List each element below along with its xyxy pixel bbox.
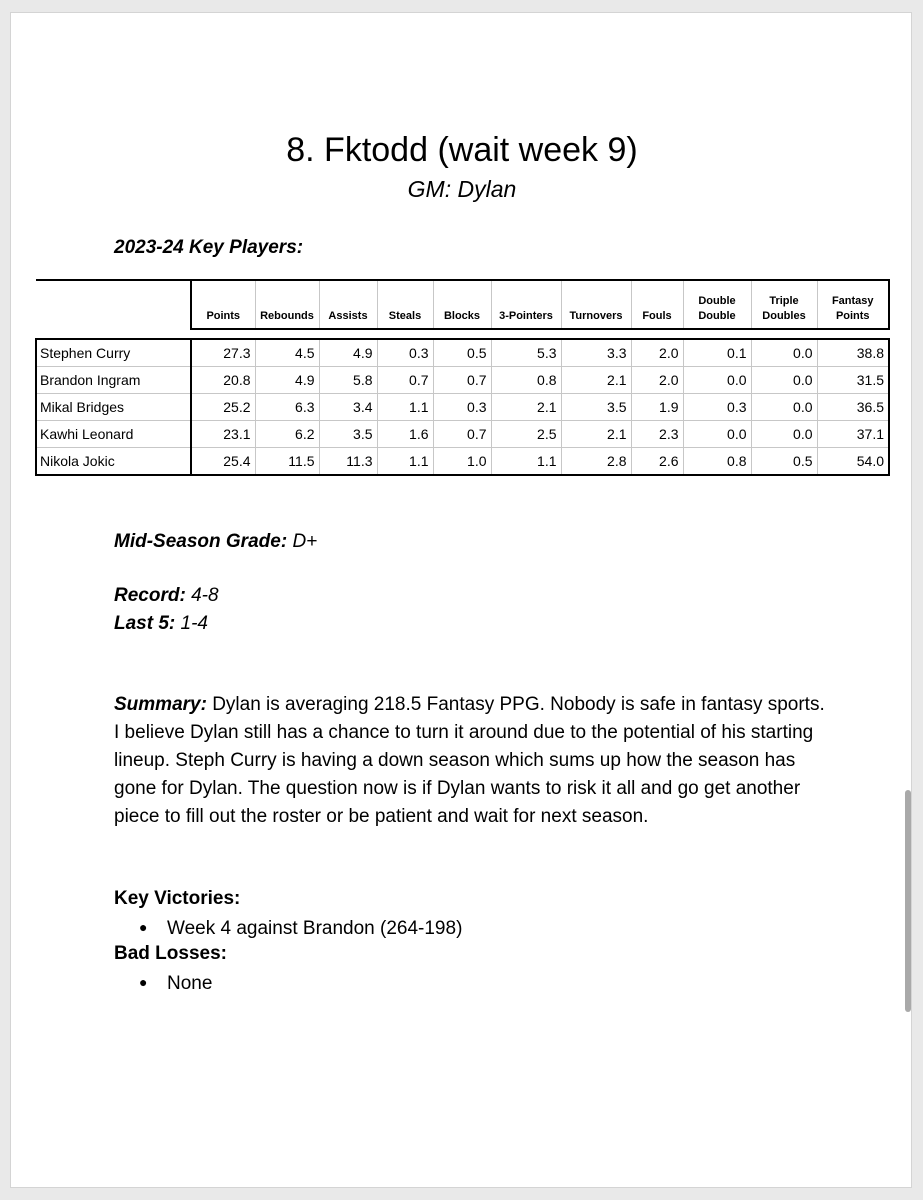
player-name-cell: Nikola Jokic bbox=[36, 448, 191, 476]
player-name-cell: Brandon Ingram bbox=[36, 367, 191, 394]
summary-paragraph bbox=[114, 691, 834, 831]
table-row bbox=[36, 367, 889, 394]
gm-subtitle: GM: Dylan bbox=[407, 176, 517, 202]
stat-cell: 6.3 bbox=[255, 394, 319, 421]
record-label: Record: bbox=[114, 585, 186, 606]
stat-cell: 2.1 bbox=[561, 421, 631, 448]
column-header-text: Fantasy bbox=[831, 295, 874, 307]
stat-cell: 0.7 bbox=[377, 367, 433, 394]
stat-cell: 25.4 bbox=[191, 448, 255, 476]
last-five bbox=[114, 612, 208, 636]
key-players-heading: 2023-24 Key Players: bbox=[114, 237, 304, 258]
column-header bbox=[377, 280, 433, 329]
column-header bbox=[817, 280, 889, 329]
stat-cell: 0.7 bbox=[433, 367, 491, 394]
column-header-text: Doubles bbox=[762, 310, 806, 322]
table-row bbox=[36, 448, 889, 476]
scrollbar-thumb[interactable] bbox=[905, 790, 911, 1012]
stat-cell: 5.3 bbox=[491, 339, 561, 367]
column-header bbox=[255, 280, 319, 329]
stat-cell: 0.0 bbox=[751, 367, 817, 394]
stat-cell: 2.8 bbox=[561, 448, 631, 476]
bullet-icon: ● bbox=[139, 919, 148, 935]
stat-cell: 0.8 bbox=[683, 448, 751, 476]
stat-cell: 1.1 bbox=[491, 448, 561, 476]
stat-cell: 0.1 bbox=[683, 339, 751, 367]
column-header-text: Blocks bbox=[443, 310, 481, 322]
stat-cell: 0.3 bbox=[683, 394, 751, 421]
stat-cell: 0.0 bbox=[683, 421, 751, 448]
grade-value: D+ bbox=[292, 531, 318, 552]
stat-cell: 11.5 bbox=[255, 448, 319, 476]
key-players-table bbox=[35, 279, 890, 476]
stat-cell: 0.5 bbox=[433, 339, 491, 367]
column-header bbox=[433, 280, 491, 329]
column-header bbox=[191, 280, 255, 329]
stat-cell: 1.6 bbox=[377, 421, 433, 448]
stat-cell: 0.7 bbox=[433, 421, 491, 448]
stat-cell: 31.5 bbox=[817, 367, 889, 394]
stat-cell: 3.3 bbox=[561, 339, 631, 367]
column-header bbox=[319, 280, 377, 329]
stat-cell: 38.8 bbox=[817, 339, 889, 367]
column-header-text: Points bbox=[835, 310, 870, 322]
summary-text: Dylan is averaging 218.5 Fantasy PPG. Nobody is safe in fantasy sports. I believe Dylan still has a chance to turn it around due to the potential of his starting lineup. Steph Curry is having a down season which sums up how the season has gone for Dylan. The question now is if Dylan wants to risk it all and go get another piece to fill out the roster or be patient and wait for next season. bbox=[114, 694, 825, 827]
stat-cell: 0.0 bbox=[751, 394, 817, 421]
stat-cell: 0.5 bbox=[751, 448, 817, 476]
stat-cell: 0.8 bbox=[491, 367, 561, 394]
stat-cell: 54.0 bbox=[817, 448, 889, 476]
stat-cell: 3.5 bbox=[561, 394, 631, 421]
stat-cell: 1.1 bbox=[377, 448, 433, 476]
stat-cell: 0.3 bbox=[377, 339, 433, 367]
stat-cell: 11.3 bbox=[319, 448, 377, 476]
column-header-text: Turnovers bbox=[569, 310, 623, 322]
stat-cell: 0.3 bbox=[433, 394, 491, 421]
column-header bbox=[751, 280, 817, 329]
stat-cell: 1.9 bbox=[631, 394, 683, 421]
table-row bbox=[36, 339, 889, 367]
table-row bbox=[36, 421, 889, 448]
column-header-text: Rebounds bbox=[260, 310, 314, 322]
player-name-cell: Mikal Bridges bbox=[36, 394, 191, 421]
stat-cell: 2.1 bbox=[561, 367, 631, 394]
player-name-cell: Kawhi Leonard bbox=[36, 421, 191, 448]
record bbox=[114, 584, 219, 608]
grade-label: Mid-Season Grade: bbox=[114, 531, 288, 552]
summary-label: Summary: bbox=[114, 694, 207, 715]
stat-cell: 1.1 bbox=[377, 394, 433, 421]
bad-losses-heading: Bad Losses: bbox=[114, 943, 227, 964]
page-title: 8. Fktodd (wait week 9) bbox=[286, 131, 638, 169]
column-header-text: Assists bbox=[328, 310, 368, 322]
stat-cell: 2.1 bbox=[491, 394, 561, 421]
stat-cell: 0.0 bbox=[751, 339, 817, 367]
column-header-text: Double bbox=[698, 310, 736, 322]
table-header-row bbox=[36, 280, 889, 329]
stat-cell: 36.5 bbox=[817, 394, 889, 421]
table-row bbox=[36, 394, 889, 421]
stat-cell: 3.5 bbox=[319, 421, 377, 448]
column-header-text: 3-Pointers bbox=[499, 310, 553, 322]
list-item bbox=[139, 914, 462, 942]
victory-item-text: Week 4 against Brandon (264-198) bbox=[167, 918, 463, 939]
column-header bbox=[631, 280, 683, 329]
stat-cell: 3.4 bbox=[319, 394, 377, 421]
column-header-text: Steals bbox=[388, 310, 422, 322]
stat-cell: 4.9 bbox=[319, 339, 377, 367]
list-item bbox=[139, 969, 212, 997]
stat-cell: 37.1 bbox=[817, 421, 889, 448]
stat-cell: 2.6 bbox=[631, 448, 683, 476]
stat-cell: 2.3 bbox=[631, 421, 683, 448]
column-header bbox=[491, 280, 561, 329]
stat-cell: 5.8 bbox=[319, 367, 377, 394]
stat-cell: 25.2 bbox=[191, 394, 255, 421]
column-header bbox=[683, 280, 751, 329]
table-header-blank bbox=[36, 280, 191, 329]
column-header-text: Triple bbox=[769, 295, 799, 307]
stat-cell: 2.0 bbox=[631, 339, 683, 367]
stat-cell: 4.9 bbox=[255, 367, 319, 394]
document-page bbox=[10, 12, 912, 1188]
stat-cell: 4.5 bbox=[255, 339, 319, 367]
bullet-icon: ● bbox=[139, 974, 148, 990]
loss-item-text: None bbox=[167, 973, 213, 994]
key-victories-heading: Key Victories: bbox=[114, 888, 241, 909]
stat-cell: 20.8 bbox=[191, 367, 255, 394]
column-header-text: Double bbox=[698, 295, 736, 307]
record-value: 4-8 bbox=[191, 585, 219, 606]
stat-cell: 2.0 bbox=[631, 367, 683, 394]
player-name-cell: Stephen Curry bbox=[36, 339, 191, 367]
last5-label: Last 5: bbox=[114, 613, 176, 634]
stat-cell: 2.5 bbox=[491, 421, 561, 448]
stat-cell: 0.0 bbox=[751, 421, 817, 448]
stat-cell: 0.0 bbox=[683, 367, 751, 394]
column-header-text: Points bbox=[206, 310, 241, 322]
last5-value: 1-4 bbox=[180, 613, 208, 634]
column-header-text: Fouls bbox=[642, 310, 672, 322]
mid-season-grade bbox=[114, 530, 317, 554]
stat-cell: 27.3 bbox=[191, 339, 255, 367]
column-header bbox=[561, 280, 631, 329]
stat-cell: 23.1 bbox=[191, 421, 255, 448]
stat-cell: 1.0 bbox=[433, 448, 491, 476]
stat-cell: 6.2 bbox=[255, 421, 319, 448]
